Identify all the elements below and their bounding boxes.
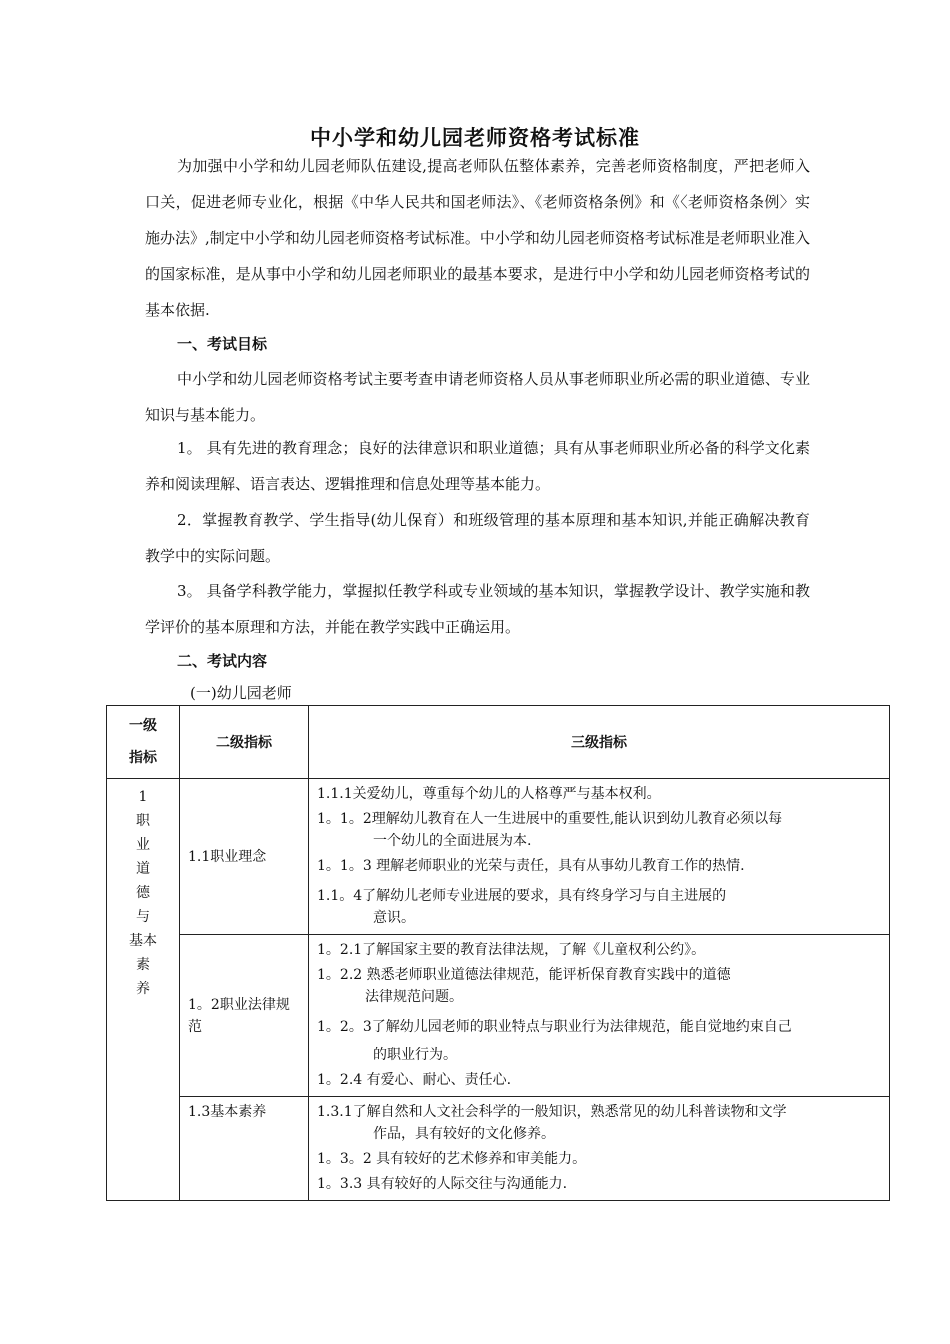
level3-item bbox=[317, 1173, 883, 1195]
header-level3: 三级指标 bbox=[309, 706, 890, 779]
section1-item-1: 1。 具有先进的教育理念；良好的法律意识和职业道德；具有从事老师职业所必备的科学文化素养和阅读理解、语言表达、逻辑推理和信息处理等基本能力。 bbox=[145, 439, 810, 493]
level3-item bbox=[317, 885, 883, 929]
level3-item-continuation: 作品，具有较好的文化修养。 bbox=[373, 1126, 555, 1142]
level3-item bbox=[317, 1101, 883, 1145]
level3-item-text: 1。3。2 具有较好的艺术修养和审美能力。 bbox=[317, 1151, 587, 1167]
document-title: 中小学和幼儿园老师资格考试标准 bbox=[310, 126, 640, 150]
level3-item bbox=[317, 1016, 883, 1066]
section1-paragraph: 中小学和幼儿园老师资格考试主要考查申请老师资格人员从事老师职业所必需的职业道德、专业知识与基本能力。 bbox=[145, 370, 810, 424]
level3-item bbox=[317, 855, 883, 877]
table-row bbox=[107, 779, 890, 935]
header-level1-line1: 一级 bbox=[129, 718, 157, 734]
level3-item-continuation: 意识。 bbox=[373, 910, 415, 926]
intro-paragraph: 为加强中小学和幼儿园老师队伍建设,提高老师队伍整体素养，完善老师资格制度，严把老师入口关，促进老师专业化，根据《中华人民共和国老师法》、《老师资格条例》和《〈老师资格条例〉实施办法》,制定中小学和幼儿园老师资格考试标准。中小学和幼儿园老师资格考试标准是老师职业准入的国家标准，是从事中小学和幼儿园老师职业的最基本要求，是进行中小学和幼儿园老师资格考试的基本依据. bbox=[145, 157, 810, 319]
section2-heading: 二、考试内容 bbox=[177, 652, 268, 670]
level2-cell: 1.1职业理念 bbox=[180, 779, 309, 935]
level1-char: 基本 bbox=[129, 933, 157, 949]
section1-item-3: 3。 具备学科教学能力，掌握拟任教学科或专业领域的基本知识，掌握教学设计、教学实施和教学评价的基本原理和方法，并能在教学实践中正确运用。 bbox=[145, 582, 810, 636]
level3-item-text: 1。1。3 理解老师职业的光荣与责任，具有从事幼儿教育工作的热情. bbox=[317, 858, 745, 874]
level3-item-text: 1。2.1了解国家主要的教育法律法规，了解《儿童权利公约》。 bbox=[317, 942, 706, 958]
level2-cell: 1.3基本素养 bbox=[180, 1097, 309, 1201]
level3-item bbox=[317, 964, 883, 1008]
table-row bbox=[107, 1097, 890, 1201]
level1-cell bbox=[107, 779, 180, 1201]
level3-item bbox=[317, 783, 883, 805]
section1-item-2: 2．掌握教育教学、学生指导(幼儿保育）和班级管理的基本原理和基本知识,并能正确解决教育教学中的实际问题。 bbox=[145, 511, 810, 565]
section1-heading: 一、考试目标 bbox=[177, 335, 268, 353]
level1-char: 职 bbox=[136, 813, 150, 829]
level3-item-text: 1.3.1了解自然和人文社会科学的一般知识，熟悉常见的幼儿科普读物和文学 bbox=[317, 1104, 787, 1120]
level3-item-text: 1。2.4 有爱心、耐心、责任心. bbox=[317, 1072, 512, 1088]
level1-char: 业 bbox=[136, 837, 150, 853]
level3-item bbox=[317, 939, 883, 961]
level2-cell: 1。2职业法律规范 bbox=[180, 935, 309, 1097]
level3-item-text: 1.1。4了解幼儿老师专业进展的要求，具有终身学习与自主进展的 bbox=[317, 888, 727, 904]
level3-item bbox=[317, 808, 883, 852]
level3-item-text: 1。3.3 具有较好的人际交往与沟通能力. bbox=[317, 1176, 568, 1192]
table-header-row bbox=[107, 706, 890, 779]
level1-char: 德 bbox=[136, 885, 150, 901]
level3-item-text: 1。2.2 熟悉老师职业道德法律规范，能评析保育教育实践中的道德 bbox=[317, 967, 731, 983]
level3-item-continuation: 的职业行为。 bbox=[373, 1047, 457, 1063]
level1-char: 素 bbox=[136, 957, 150, 973]
header-level1 bbox=[107, 706, 180, 779]
table-row bbox=[107, 935, 890, 1097]
level1-char: 道 bbox=[136, 861, 150, 877]
level3-item-continuation: 法律规范问题。 bbox=[365, 989, 463, 1005]
section2-subheading: (一)幼儿园老师 bbox=[190, 684, 292, 702]
level3-item-text: 1.1.1关爱幼儿，尊重每个幼儿的人格尊严与基本权利。 bbox=[317, 786, 661, 802]
level3-item-text: 1。1。2理解幼儿教育在人一生进展中的重要性,能认识到幼儿教育必须以每 bbox=[317, 811, 783, 827]
header-level2: 二级指标 bbox=[180, 706, 309, 779]
level1-char: 养 bbox=[136, 981, 150, 997]
level3-item bbox=[317, 1148, 883, 1170]
level3-cell bbox=[309, 1097, 890, 1201]
level3-item-text: 1。2。3了解幼儿园老师的职业特点与职业行为法律规范，能自觉地约束自己 bbox=[317, 1019, 792, 1035]
standards-table bbox=[106, 705, 890, 1201]
level1-char: 与 bbox=[136, 909, 150, 925]
level1-char: 1 bbox=[138, 789, 148, 805]
level3-item-continuation: 一个幼儿的全面进展为本. bbox=[373, 833, 532, 849]
level3-item bbox=[317, 1069, 883, 1091]
level3-cell bbox=[309, 935, 890, 1097]
level3-cell bbox=[309, 779, 890, 935]
header-level1-line2: 指标 bbox=[129, 750, 157, 766]
